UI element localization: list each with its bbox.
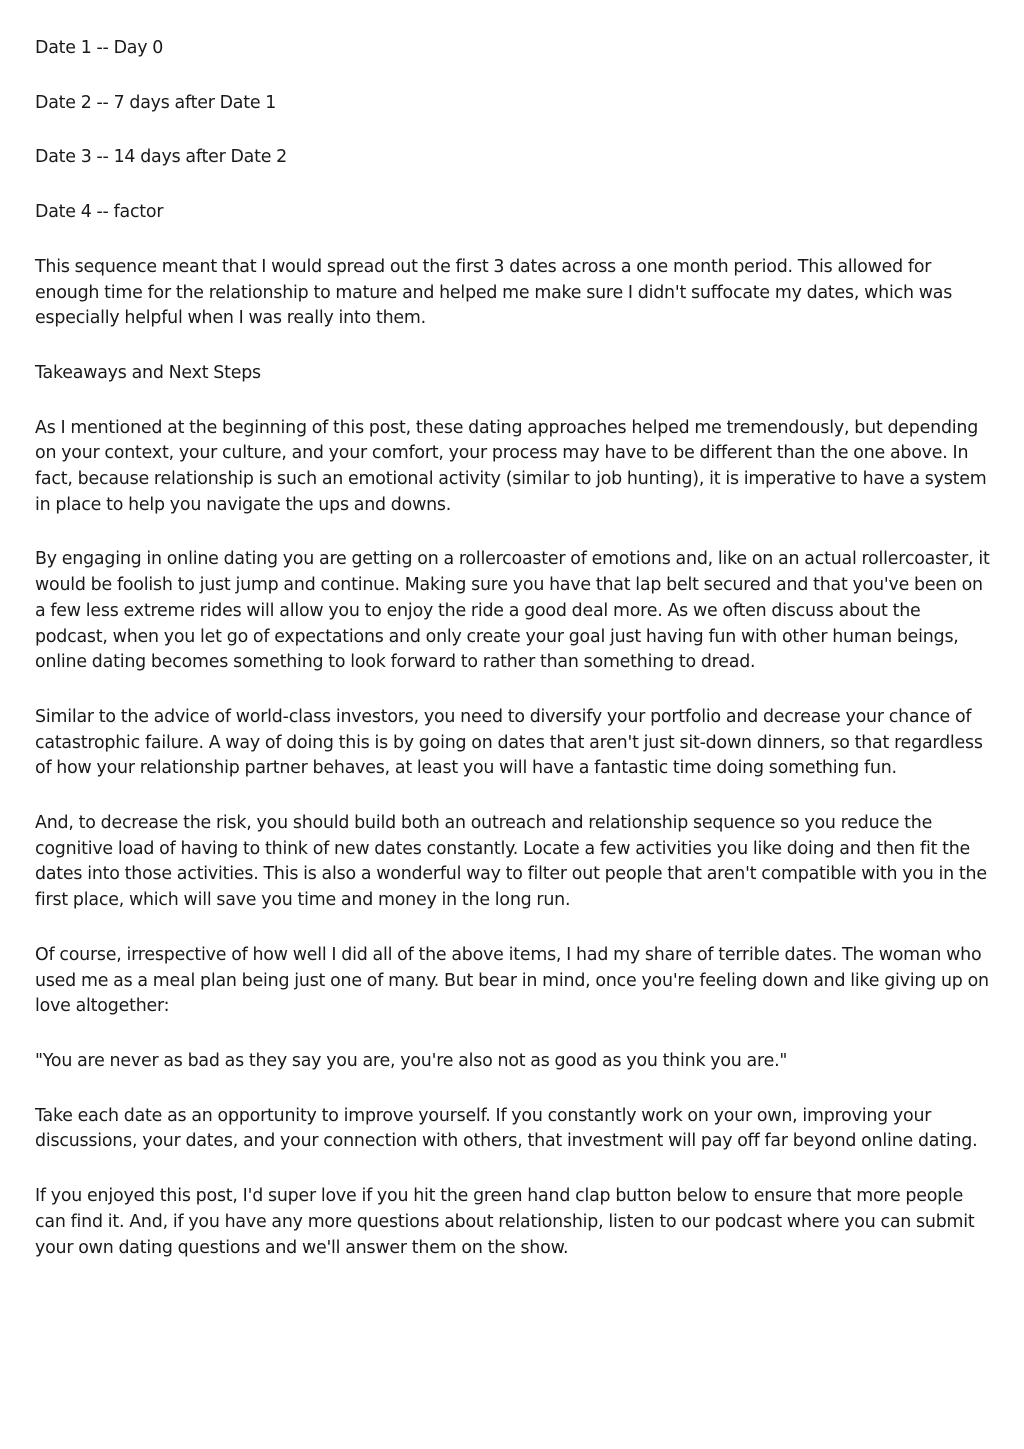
document-body [35,36,993,1290]
body-paragraph: As I mentioned at the beginning of this post, these dating approaches helped me tremendously, but depending on your context, your culture, and your comfort, your process may have to be different than the one above. In fact, because relationship is such an emotional activity (similar to job hunting), it is imperative to have a system in place to help you navigate the ups and downs. [35,417,987,515]
sequence-paragraph: This sequence meant that I would spread out the first 3 dates across a one month period. This allowed for enough time for the relationship to mature and helped me make sure I didn't suffocate my dates, which was especially helpful when I was really into them. [35,256,953,329]
body-paragraph: Of course, irrespective of how well I did all of the above items, I had my share of terrible dates. The woman who used me as a meal plan being just one of many. But bear in mind, once you're feeling down and like giving up on love altogether: [35,944,989,1017]
body-paragraph: Take each date as an opportunity to improve yourself. If you constantly work on your own, improving your discussions, your dates, and your connection with others, that investment will pay off far beyond online dating. [35,1105,978,1152]
quote-paragraph: "You are never as bad as they say you are, you're also not as good as you think you are." [35,1050,788,1071]
date-2-line: Date 2 -- 7 days after Date 1 [35,92,277,113]
body-paragraph: And, to decrease the risk, you should build both an outreach and relationship sequence so you reduce the cognitive load of having to think of new dates constantly. Locate a few activities you like doing and then fit the dates into those activities. This is also a wonderful way to filter out people that aren't compatible with you in the first place, which will save you time and money in the long run. [35,813,987,911]
body-paragraph: Similar to the advice of world-class investors, you need to diversify your portfolio and decrease your chance of catastrophic failure. A way of doing this is by going on dates that aren't just sit-down dinners, so that regardless of how your relationship partner behaves, at least you will have a fantastic time doing something fun. [35,706,983,779]
date-1-line: Date 1 -- Day 0 [35,38,164,58]
date-3-line: Date 3 -- 14 days after Date 2 [35,147,288,168]
date-4-line: Date 4 -- factor [35,202,164,223]
section-heading: Takeaways and Next Steps [35,362,261,383]
body-paragraph: By engaging in online dating you are getting on a rollercoaster of emotions and, like on an actual rollercoaster, it would be foolish to just jump and continue. Making sure you have that lap belt secured and that you've been on a few less extreme rides will allow you to enjoy the ride a good deal more. As we often discuss about the podcast, when you let go of expectations and only create your goal just having fun with other human beings, online dating becomes something to look forward to rather than something to dread. [35,549,990,673]
closing-paragraph: If you enjoyed this post, I'd super love if you hit the green hand clap button below to ensure that more people can find it. And, if you have any more questions about relationship, listen to our podcast where you can submit your own dating questions and we'll answer them on the show. [35,1186,975,1258]
